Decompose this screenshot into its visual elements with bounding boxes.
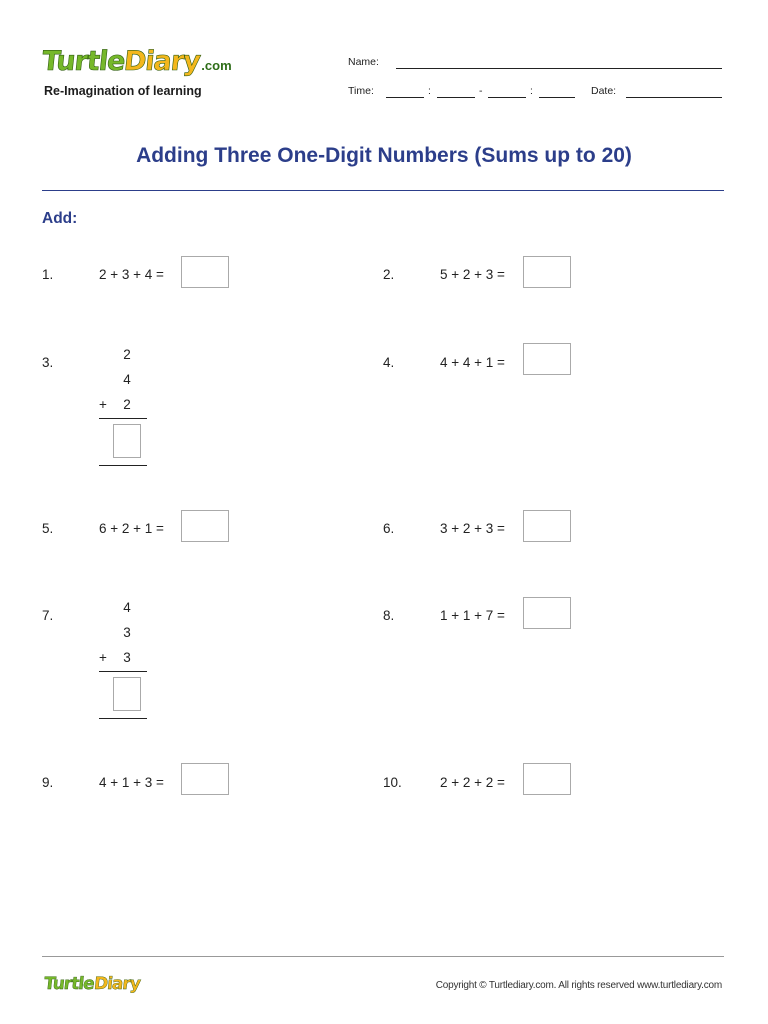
sum-line: [99, 671, 147, 672]
problem-number: 9.: [42, 775, 54, 790]
answer-box[interactable]: [113, 677, 141, 711]
operand-2: 3: [123, 625, 131, 640]
answer-box[interactable]: [523, 510, 571, 542]
plus-operator: +: [99, 397, 107, 412]
problem-number: 1.: [42, 267, 54, 282]
copyright-notice: Copyright © Turtlediary.com. All rights reserved www.turtlediary.com: [435, 980, 722, 991]
problem-number: 8.: [383, 608, 395, 623]
operand-3: 3: [123, 650, 131, 665]
sum-line: [99, 418, 147, 419]
operand-1: 4: [123, 600, 131, 615]
name-label: Name:: [348, 56, 379, 68]
tagline: Re-Imagination of learning: [44, 84, 202, 98]
logo-diary-text: Diary: [122, 46, 202, 77]
time-field-start-minutes[interactable]: [437, 97, 475, 98]
answer-box[interactable]: [523, 597, 571, 629]
time-field-end-minutes[interactable]: [539, 97, 575, 98]
footer-logo: [44, 974, 140, 994]
problem-expression: 2 + 2 + 2 =: [440, 775, 505, 790]
turtle-diary-logo: [42, 46, 232, 82]
problem-expression: 5 + 2 + 3 =: [440, 267, 505, 282]
title-divider: [42, 190, 724, 191]
problem-expression: 4 + 4 + 1 =: [440, 355, 505, 370]
time-field-start-hours[interactable]: [386, 97, 424, 98]
answer-underline: [99, 718, 147, 719]
name-field[interactable]: [396, 68, 722, 69]
operand-1: 2: [123, 347, 131, 362]
logo-suffix: .com: [201, 58, 232, 73]
problem-number: 4.: [383, 355, 395, 370]
answer-box[interactable]: [181, 510, 229, 542]
answer-box[interactable]: [181, 763, 229, 795]
operand-2: 4: [123, 372, 131, 387]
time-separator: :: [428, 85, 431, 97]
problem-expression: 1 + 1 + 7 =: [440, 608, 505, 623]
problem-number: 6.: [383, 521, 395, 536]
date-field[interactable]: [626, 97, 722, 98]
problem-expression: 4 + 1 + 3 =: [99, 775, 164, 790]
problem-number: 7.: [42, 608, 54, 623]
answer-box[interactable]: [181, 256, 229, 288]
answer-underline: [99, 465, 147, 466]
answer-box[interactable]: [523, 763, 571, 795]
date-label: Date:: [591, 85, 617, 97]
problem-expression: 3 + 2 + 3 =: [440, 521, 505, 536]
time-field-end-hours[interactable]: [488, 97, 526, 98]
logo-turtle-text: Turtle: [40, 46, 127, 77]
worksheet-title: Adding Three One-Digit Numbers (Sums up to 20): [136, 144, 632, 167]
footer-divider: [42, 956, 724, 957]
time-label: Time:: [348, 85, 374, 97]
answer-box[interactable]: [523, 256, 571, 288]
footer-logo-diary-text: Diary: [92, 974, 141, 994]
problem-number: 2.: [383, 267, 395, 282]
plus-operator: +: [99, 650, 107, 665]
time-separator: :: [530, 85, 533, 97]
problem-number: 5.: [42, 521, 54, 536]
problem-expression: 2 + 3 + 4 =: [99, 267, 164, 282]
problem-number: 10.: [383, 775, 402, 790]
footer-logo-turtle-text: Turtle: [42, 974, 95, 994]
time-range-dash: -: [479, 85, 483, 97]
operand-3: 2: [123, 397, 131, 412]
problem-number: 3.: [42, 355, 54, 370]
answer-box[interactable]: [523, 343, 571, 375]
answer-box[interactable]: [113, 424, 141, 458]
problem-expression: 6 + 2 + 1 =: [99, 521, 164, 536]
section-label: Add:: [42, 210, 78, 227]
